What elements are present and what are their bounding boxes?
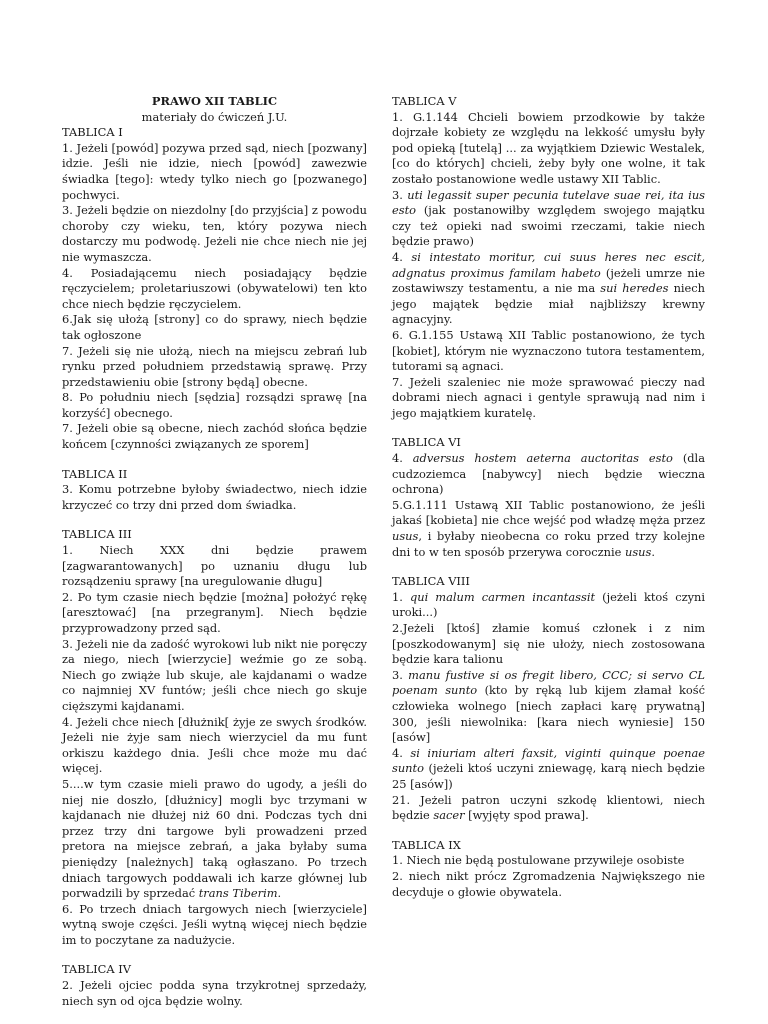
tablica-section bbox=[62, 527, 367, 948]
text-run: 3. bbox=[392, 667, 409, 682]
law-paragraph bbox=[62, 141, 367, 203]
left-column bbox=[62, 94, 367, 1023]
left-sections bbox=[62, 125, 367, 1009]
text-run: (dla cudzoziemca [nabywcy] niech będzie wieczna ochrona) bbox=[392, 451, 705, 497]
tablica-section bbox=[392, 94, 705, 421]
law-paragraph bbox=[392, 188, 705, 250]
law-paragraph bbox=[392, 668, 705, 746]
text-run: 7. Jeżeli się nie ułożą, niech na miejscu zebrań lub rynku przed południem przedstawią sprawę. Przy przedstawieniu obie [strony będą] obecne. bbox=[62, 343, 367, 389]
law-paragraph bbox=[62, 482, 367, 513]
law-paragraph bbox=[62, 421, 367, 452]
law-paragraph bbox=[392, 328, 705, 375]
text-run: . bbox=[651, 544, 655, 559]
text-run: 2. niech nikt prócz Zgromadzenia Największego nie decyduje o głowie obywatela. bbox=[392, 868, 705, 899]
text-run: 3. bbox=[392, 187, 408, 202]
text-run: 4. Posiadającemu niech posiadający będzie ręczycielem; proletariuszowi (obywatelowi) ten kto chce niech będzie ręczycielem. bbox=[62, 265, 367, 311]
text-run: 6. Po trzech dniach targowych niech [wierzyciele] wytną swoje części. Jeśli wytną więcej niech będzie im to poczytane za nadużycie. bbox=[62, 901, 367, 947]
law-paragraph bbox=[62, 344, 367, 391]
section-heading: TABLICA II bbox=[62, 466, 128, 481]
text-run: 3. Komu potrzebne byłoby świadectwo, niech idzie krzyczeć co trzy dni przed dom świadka. bbox=[62, 482, 367, 512]
text-run: (jak postanowiłby względem swojego majątku czy też opieki nad swoimi rzeczami, takie niech będzie prawo) bbox=[392, 203, 705, 249]
text-run: 6.Jak się ułożą [strony] co do sprawy, niech będzie tak ogłoszone bbox=[62, 312, 367, 342]
tablica-section bbox=[62, 467, 367, 514]
law-paragraph bbox=[62, 777, 367, 902]
text-run: 3. Jeżeli będzie on niezdolny [do przyjścia] z powodu choroby czy wieku, ten, który pozywa niech dostarczy mu podwodę. Jeżeli nie chce niech nie jej nie wymaszcza. bbox=[62, 203, 367, 264]
latin-text: si intestato moritur, cui suus heres nec escit, adgnatus proximus familam habeto bbox=[392, 249, 705, 280]
text-run: 1. Niech XXX dni będzie prawem [zagwarantowanych] po uznaniu długu lub rozsądzeniu sprawy [na uregulowanie długu] bbox=[62, 543, 367, 589]
text-run: 7. Jeżeli szaleniec nie może sprawować pieczy nad dobrami niech agnaci i gentyle sprawują nad nim i jego majątkiem kuratelę. bbox=[392, 374, 705, 420]
law-paragraph bbox=[62, 590, 367, 637]
text-run: 21. Jeżeli patron uczyni szkodę klientowi, niech będzie bbox=[392, 792, 705, 823]
text-run: 5....w tym czasie mieli prawo do ugody, a jeśli do niej nie doszło, [dłużnicy] mogli byc trzymani w kajdanach nie dłużej niż 60 dni. Podczas tych dni przez trzy dni targowe byli prowadzeni przed pretora na miejsce zebrań, a jaka byłaby suma pieniędzy [należnych] taką ogłaszano. Po trzech dniach targowych poddawali ich karze głównej lub porwadzili by sprzedać bbox=[62, 776, 367, 901]
section-heading: TABLICA IX bbox=[392, 837, 461, 852]
text-run: 4. Jeżeli chce niech [dłużnik[ żyje ze swych środków. Jeżeli nie żyje sam niech wierzyciel da mu funt orkiszu każdego dnia. Jeśli chce może mu dać więcej. bbox=[62, 714, 367, 776]
document-subtitle: materiały do ćwiczeń J.U. bbox=[141, 109, 288, 124]
latin-text: adversus hostem aeterna auctoritas esto bbox=[412, 451, 673, 466]
document-title: PRAWO XII TABLIC bbox=[151, 94, 278, 108]
tablica-section bbox=[62, 125, 367, 452]
text-run: 2.Jeżeli [ktoś] złamie komuś członek i z nim [poszkodowanym] się nie ułoży, niech zostosowana będzie kara talionu bbox=[392, 621, 705, 667]
text-run: 1. G.1.144 Chcieli bowiem przodkowie by także dojrzałe kobiety ze względu na lekkość umysłu były pod opieką [tutelą] ... za wyjątkiem Dziewic Westalek, [co do których] chcieli, żeby były one wolne, it tak zostało postanowione wedle ustawy XII Tablic. bbox=[392, 109, 705, 186]
section-heading: TABLICA VIII bbox=[392, 574, 470, 589]
tablica-section bbox=[392, 574, 705, 824]
text-run: . bbox=[277, 886, 282, 901]
law-paragraph bbox=[62, 203, 367, 265]
text-run: niech jego majątek będzie miał najbliższy krewny agnacyjny. bbox=[392, 281, 706, 327]
text-run: (kto by ręką lub kijem złamał kość człowieka wolnego [niech zapłaci karę prywatną] 300, jeśli niewolnika: [kara niech wyniesie] 150 [asów] bbox=[392, 683, 705, 745]
law-paragraph bbox=[62, 902, 367, 949]
law-paragraph bbox=[392, 110, 705, 188]
section-heading: TABLICA V bbox=[392, 94, 457, 108]
text-run: 4. bbox=[392, 451, 413, 466]
section-heading: TABLICA IV bbox=[62, 962, 131, 977]
text-run: 2. Jeżeli ojciec podda syna trzykrotnej sprzedaży, niech syn od ojca będzie wolny. bbox=[62, 978, 367, 1008]
law-paragraph bbox=[392, 590, 705, 621]
law-paragraph bbox=[62, 637, 367, 715]
text-run: 1. bbox=[392, 589, 410, 604]
law-paragraph bbox=[62, 543, 367, 590]
law-paragraph bbox=[392, 621, 705, 668]
section-heading: TABLICA III bbox=[62, 527, 132, 542]
law-paragraph bbox=[392, 793, 705, 824]
text-run: 2. Po tym czasie niech będzie [można] położyć rękę [aresztować] [na przegranym]. Niech będzie przyprowadzony przed sąd. bbox=[62, 589, 367, 635]
text-run: 3. Jeżeli nie da zadość wyrokowi lub nikt nie poręczy za niego, niech [wierzycie] weźmie go ze sobą. Niech go zwiąże lub skuje, ale kajdanami o wadze co najmniej XV funtów; jeśli chce niech go skuje cięższymi kajdanami. bbox=[62, 636, 367, 713]
text-run: 4. bbox=[392, 745, 411, 760]
text-run: [wyjęty spod prawa]. bbox=[464, 808, 589, 823]
latin-text: sacer bbox=[433, 808, 465, 823]
text-run: 1. Jeżeli [powód] pozywa przed sąd, niech [pozwany] idzie. Jeśli nie idzie, niech [powód] zawezwie świadka [tego]: wtedy tylko niech go [pozwanego] pochwyci. bbox=[62, 140, 367, 202]
latin-text: usus bbox=[625, 544, 652, 559]
text-run: 6. G.1.155 Ustawą XII Tablic postanowiono, że tych [kobiet], którym nie wyznaczono tutora testamentem, tutorami są agnaci. bbox=[392, 327, 705, 374]
latin-text: qui malum carmen incantassit bbox=[409, 589, 596, 604]
tablica-section bbox=[392, 435, 705, 560]
section-heading: TABLICA VI bbox=[392, 435, 461, 450]
text-run: (jeżeli umrze nie zostawiwszy testamentu, a nie ma bbox=[392, 265, 705, 296]
latin-text: uti legassit super pecunia tutelave suae rei, ita ius esto bbox=[392, 187, 706, 218]
law-paragraph bbox=[392, 498, 705, 560]
text-run: (jeżeli ktoś czyni uroki...) bbox=[392, 589, 705, 620]
right-column bbox=[392, 94, 705, 914]
text-run: , i byłaby nieobecna co roku przed trzy kolejne dni to w ten sposób przerywa corocznie bbox=[392, 529, 705, 559]
law-paragraph bbox=[62, 312, 367, 343]
law-paragraph bbox=[392, 853, 705, 869]
latin-text: manu fustive si os fregit libero, CCC; si servo CL poenam sunto bbox=[392, 667, 705, 698]
law-paragraph bbox=[392, 375, 705, 422]
law-paragraph bbox=[62, 715, 367, 777]
law-paragraph bbox=[62, 390, 367, 421]
law-paragraph bbox=[392, 746, 705, 793]
law-paragraph bbox=[392, 869, 705, 900]
law-paragraph bbox=[392, 451, 705, 498]
latin-text: trans Tiberim bbox=[198, 886, 278, 901]
text-run: 7. Jeżeli obie są obecne, niech zachód słońca będzie końcem [czynności związanych ze sporem] bbox=[62, 421, 367, 452]
tablica-section bbox=[392, 838, 705, 900]
text-run: 4. bbox=[392, 249, 412, 264]
law-paragraph bbox=[62, 266, 367, 313]
document-header bbox=[62, 94, 367, 125]
latin-text: sui heredes bbox=[600, 281, 669, 296]
latin-text: si iniuriam alteri faxsit, viginti quinque poenae sunto bbox=[392, 745, 705, 776]
latin-text: usus bbox=[392, 529, 419, 544]
text-run: 8. Po południu niech [sędzia] rozsądzi sprawę [na korzyść] obecnego. bbox=[62, 390, 367, 420]
text-run: (jeżeli ktoś uczyni zniewagę, karą niech będzie 25 [asów]) bbox=[392, 761, 705, 791]
text-run: 1. Niech nie będą postulowane przywileje osobiste bbox=[392, 853, 685, 868]
text-run: 5.G.1.111 Ustawą XII Tablic postanowiono, że jeśli jakaś [kobieta] nie chce wejść pod władzę męża przez bbox=[392, 497, 705, 528]
right-sections bbox=[392, 94, 705, 900]
law-paragraph bbox=[62, 978, 367, 1009]
section-heading: TABLICA I bbox=[62, 125, 123, 140]
tablica-section bbox=[62, 962, 367, 1009]
law-paragraph bbox=[392, 250, 705, 328]
